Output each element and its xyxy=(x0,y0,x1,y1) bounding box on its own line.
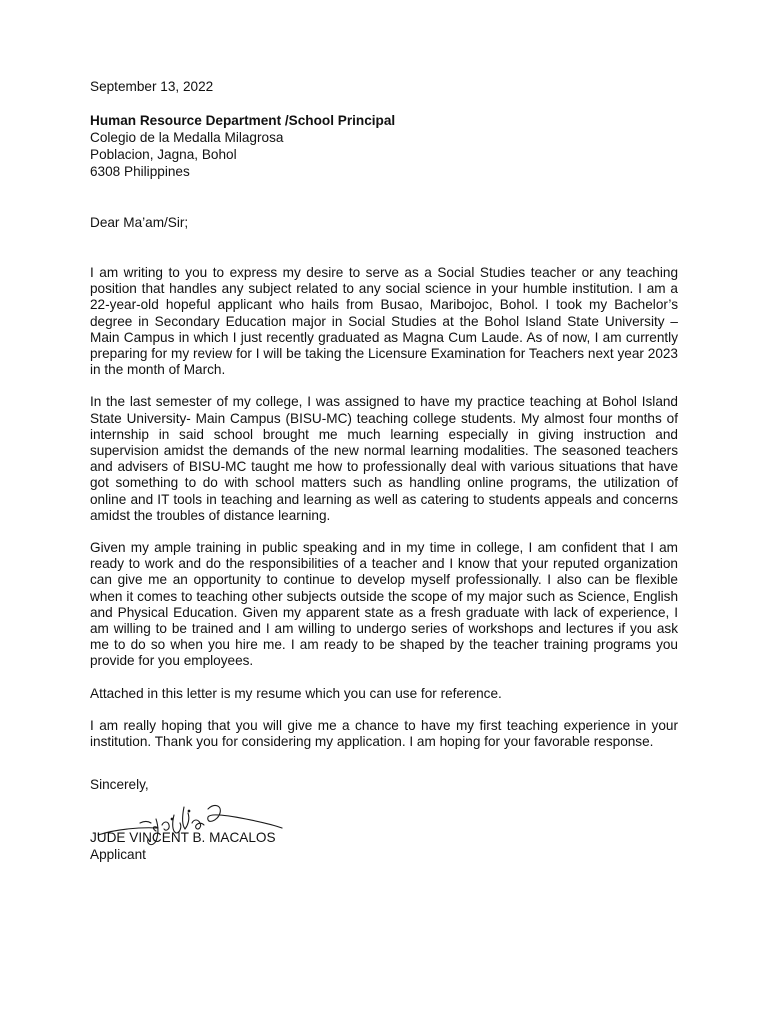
body-paragraph: Attached in this letter is my resume which you can use for reference. xyxy=(90,685,502,701)
signer-name: JUDE VINCENT B. MACALOS xyxy=(90,830,276,846)
letter-page xyxy=(90,78,678,863)
body-paragraph: I am really hoping that you will give me a chance to have my first teaching experience in your institution. Thank you for considering my application. I am hoping for your favorable response. xyxy=(90,717,678,750)
closing: Sincerely, xyxy=(90,777,149,793)
letter-body xyxy=(90,265,678,750)
recipient-title: Human Resource Department /School Principal xyxy=(90,113,396,128)
salutation: Dear Ma’am/Sir; xyxy=(90,215,189,230)
signer-title: Applicant xyxy=(90,847,146,863)
body-paragraph: I am writing to you to express my desire to serve as a Social Studies teacher or any teaching position that handles any subject related to any social science in your humble institution. I am a 22-year-old hopeful applicant who hails from Busao, Maribojoc, Bohol. I took my Bachelor’s degree in Secondary Education major in Social Studies at the Bohol Island State University – Main Campus in which I just recently graduated as Magna Cum Laude. As of now, I am currently preparing for my review for I will be taking the Licensure Examination for Teachers next year 2023 in the month of March. xyxy=(90,265,678,378)
recipient-postal-country: 6308 Philippines xyxy=(90,164,190,179)
signature-block xyxy=(90,793,678,863)
body-paragraph: Given my ample training in public speaking and in my time in college, I am confident that I am ready to work and do the responsibilities of a teacher and I know that your reputed organization can give me an opportunity to continue to develop myself professionally. I also can be flexible when it comes to teaching other subjects outside the scope of my major such as Science, English and Physical Education. Given my apparent state as a fresh graduate with lack of experience, I am willing to be trained and I am willing to undergo series of workshops and lectures if you ask me to do so when you hire me. I am ready to be shaped by the teacher training programs you provide for you employees. xyxy=(90,540,678,669)
letter-date: September 13, 2022 xyxy=(90,79,214,94)
recipient-address-line: Poblacion, Jagna, Bohol xyxy=(90,147,237,162)
recipient-organization: Colegio de la Medalla Milagrosa xyxy=(90,130,284,145)
recipient-address xyxy=(90,112,678,180)
body-paragraph: In the last semester of my college, I was assigned to have my practice teaching at Bohol Island State University- Main Campus (BISU-MC) teaching college students. My almost four months of internship in said school brought me much learning especially in giving instruction and supervision amidst the demands of the new normal learning modalities. The seasoned teachers and advisers of BISU-MC taught me how to professionally deal with various situations that have got something to do with school matters such as handling online programs, the utilization of online and IT tools in teaching and learning as well as catering to students appeals and concerns amidst the troubles of distance learning. xyxy=(90,394,678,523)
